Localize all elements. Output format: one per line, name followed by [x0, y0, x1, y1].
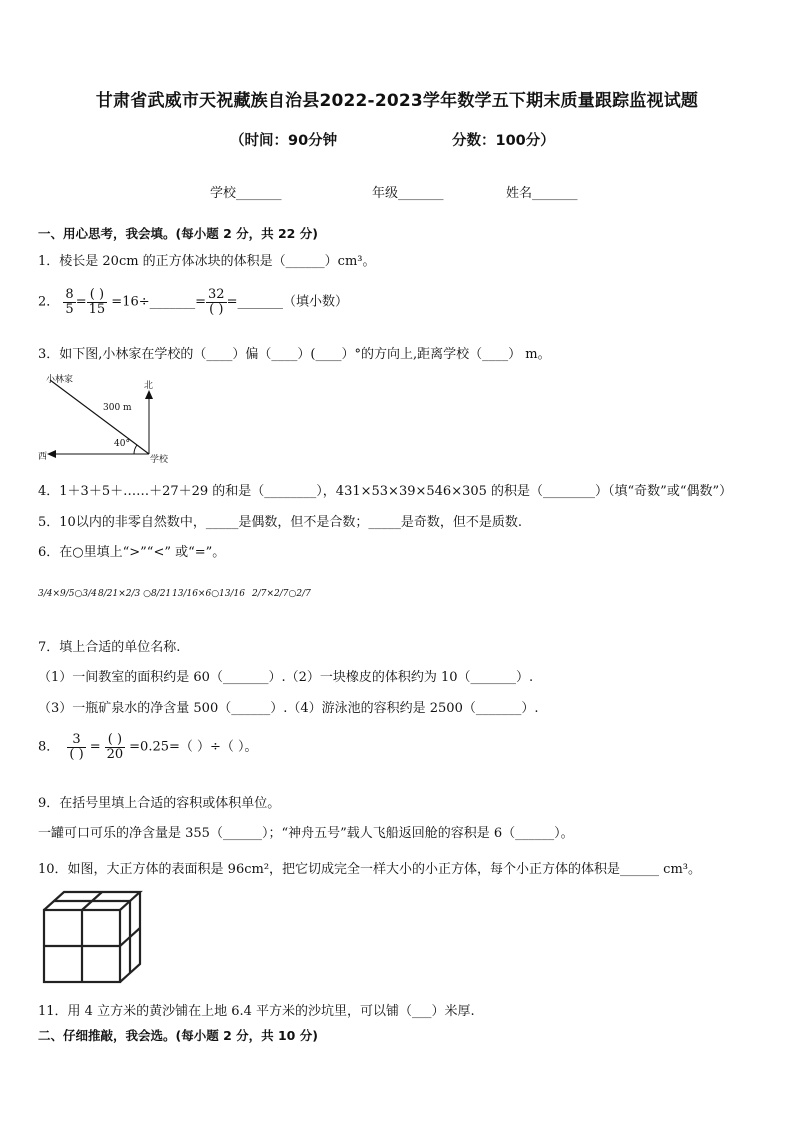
q2-middle: =16÷_______= — [111, 294, 207, 310]
west-arrow-head — [47, 450, 56, 458]
fraction-denominator[interactable]: ( ) — [69, 746, 84, 762]
cube-drawing — [44, 892, 140, 982]
compare-item-3: 13/16×6○13/16 — [172, 589, 245, 599]
fraction-numerator: 8 — [65, 287, 74, 302]
fraction-3-blank — [67, 733, 85, 761]
question-10: 10．如图，大正方体的表面积是 96cm²，把它切成完全一样大小的小正方体，每个小正方体的体积是______ cm³。 — [38, 862, 701, 877]
section-1-heading: 一、用心思考，我会填。(每小题 2 分，共 22 分) — [38, 226, 318, 241]
fraction-blank-15 — [87, 288, 108, 316]
section-2-heading: 二、仔细推敲，我会选。(每小题 2 分，共 10 分) — [38, 1028, 318, 1043]
fraction-8-5 — [63, 288, 75, 316]
fraction-32-blank — [206, 288, 227, 316]
q8-tail: =0.25=（ ）÷（ ）。 — [129, 739, 258, 755]
question-7-line-2: （3）一瓶矿泉水的净含量 500（______）.（4）游泳池的容积约是 2500（_______）. — [38, 701, 539, 716]
exam-time: （时间：90分钟 — [230, 133, 338, 149]
fraction-blank-20 — [105, 733, 126, 761]
north-arrow-head — [145, 390, 153, 399]
question-4: 4．1＋3＋5＋……＋27＋29 的和是（________），431×53×39×546×305 的积是（________）（填“奇数”或“偶数”） — [38, 484, 733, 499]
fraction-denominator[interactable]: ( ) — [209, 301, 224, 317]
label-distance: 300 m — [103, 403, 132, 413]
question-7-line-1: （1）一间教室的面积约是 60（_______）.（2）一块橡皮的体积约为 10（_______）. — [38, 670, 534, 685]
question-8 — [38, 733, 258, 761]
label-home: 小林家 — [46, 375, 74, 385]
q2-tail: =_______（填小数） — [226, 294, 348, 310]
label-north: 北 — [144, 381, 154, 391]
question-2 — [38, 288, 348, 316]
page-title: 甘肃省武威市天祝藏族自治县2022-2023学年数学五下期末质量跟踪监视试题 — [95, 91, 699, 111]
question-11: 11．用 4 立方米的黄沙铺在上地 6.4 平方米的沙坑里，可以铺（___）米厚. — [38, 1004, 475, 1019]
exam-score: 分数：100分） — [452, 133, 555, 149]
question-9: 9．在括号里填上合适的容积或体积单位。 — [38, 796, 281, 811]
q8-prefix: 8． — [38, 739, 60, 755]
question-9-line-1: 一罐可口可乐的净含量是 355（______）；“神舟五号”载人飞船返回舱的容积是 6（______）。 — [38, 826, 574, 841]
grade-field[interactable]: 年级_______ — [372, 186, 444, 201]
q2-equals: = — [75, 294, 87, 310]
fraction-numerator: 3 — [67, 733, 85, 748]
question-3: 3．如下图,小林家在学校的（____）偏（____）(____）°的方向上,距离学校（____） m。 — [38, 347, 551, 362]
question-6: 6．在○里填上“>”“<” 或“=”。 — [38, 545, 226, 560]
cube-figure — [40, 888, 150, 988]
name-field[interactable]: 姓名_______ — [506, 186, 578, 201]
q2-prefix: 2． — [38, 294, 60, 310]
fraction-denominator: 20 — [106, 746, 124, 762]
compare-item-4: 2/7×2/7○2/7 — [252, 589, 311, 599]
label-west: 西 — [38, 452, 48, 462]
q8-equals: = — [89, 739, 101, 755]
fraction-numerator[interactable]: ( ) — [87, 288, 108, 303]
fraction-numerator: 32 — [208, 287, 225, 302]
home-school-line — [50, 380, 149, 454]
compare-item-1: 3/4×9/5○3/4 — [38, 589, 97, 599]
question-5: 5．10以内的非零自然数中，_____是偶数，但不是合数；_____是奇数，但不是质数. — [38, 515, 522, 530]
label-school: 学校 — [150, 455, 169, 465]
school-field[interactable]: 学校_______ — [210, 186, 282, 201]
compare-item-2: 8/21×2/3 ○8/21 — [98, 589, 172, 599]
question-1: 1．棱长是 20cm 的正方体冰块的体积是（______）cm³。 — [38, 254, 376, 269]
angle-arc — [134, 445, 137, 454]
fraction-denominator: 15 — [88, 301, 106, 317]
fraction-denominator: 5 — [65, 301, 74, 317]
fraction-numerator[interactable]: ( ) — [105, 733, 126, 748]
question-7: 7．填上合适的单位名称. — [38, 640, 181, 655]
label-angle: 40° — [114, 439, 130, 449]
